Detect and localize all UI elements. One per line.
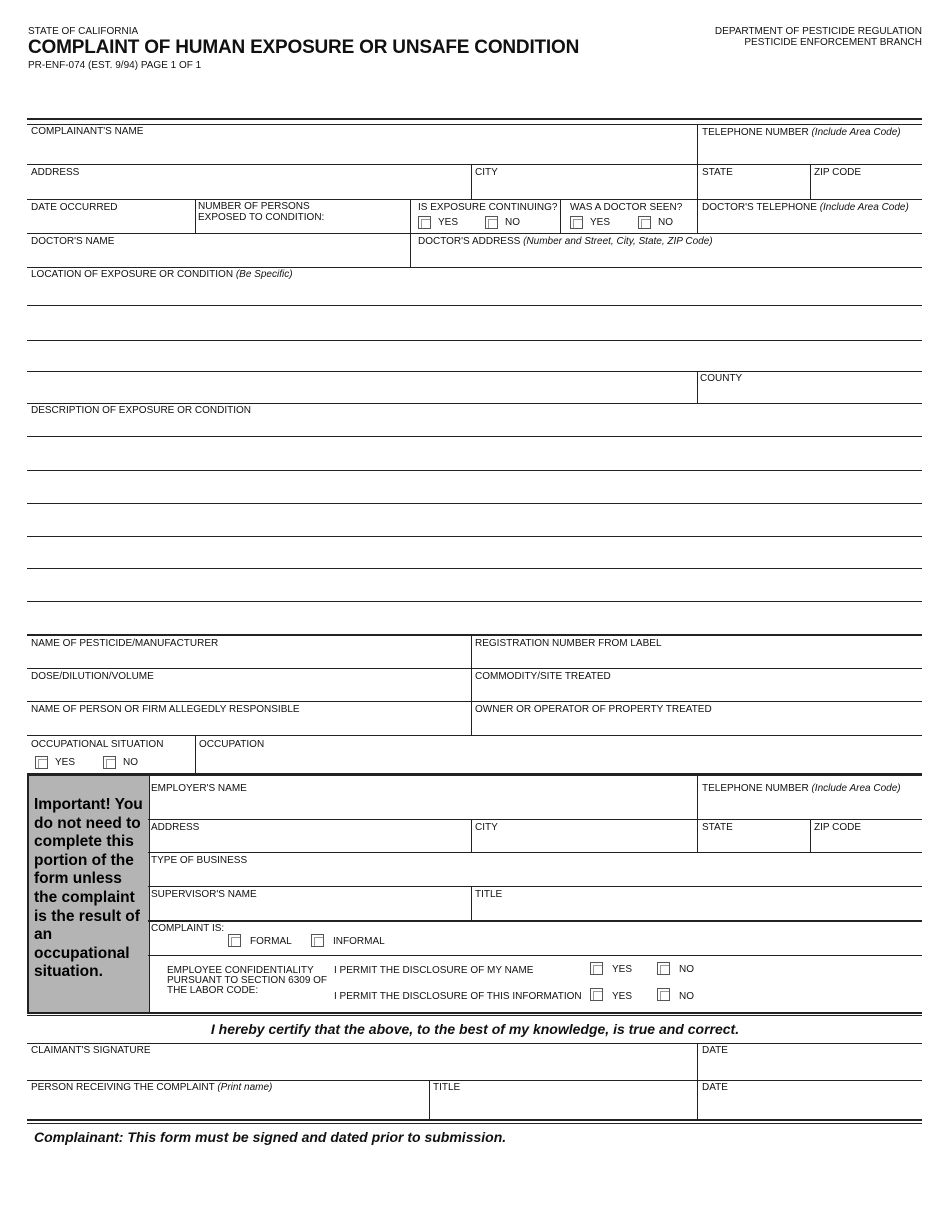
county-field[interactable]: COUNTY [700, 373, 743, 384]
col-rule [471, 819, 472, 852]
location-label: LOCATION OF EXPOSURE OR CONDITION [31, 269, 234, 280]
confidentiality-label-2: PURSUANT TO SECTION 6309 OF [167, 975, 328, 986]
row-rule [148, 819, 922, 820]
permit-info-yes-label: YES [612, 991, 633, 1002]
doctor-no-label: NO [658, 217, 673, 228]
doctor-telephone-label: DOCTOR'S TELEPHONE [702, 202, 817, 213]
receiver-hint: (Print name) [217, 1082, 273, 1093]
doctor-address-label: DOCTOR'S ADDRESS [418, 236, 521, 247]
col-rule [560, 199, 561, 234]
location-hint: (Be Specific) [235, 269, 293, 280]
occ-telephone-label: TELEPHONE NUMBER [702, 783, 809, 794]
confidentiality-label-3: THE LABOR CODE: [167, 985, 259, 996]
permit-info-yes-checkbox[interactable] [590, 988, 603, 1001]
permit-info-label: I PERMIT THE DISCLOSURE OF THIS INFORMATION [334, 991, 582, 1002]
telephone-hint: (Include Area Code) [811, 127, 901, 138]
formal-label: FORMAL [250, 936, 292, 947]
informal-checkbox[interactable] [311, 934, 324, 947]
row-rule [27, 267, 922, 268]
business-type-field[interactable]: TYPE OF BUSINESS [151, 855, 248, 866]
col-rule [429, 1080, 430, 1119]
telephone-field[interactable] [702, 127, 901, 138]
receiver-date-field[interactable]: DATE [702, 1082, 728, 1093]
col-rule [697, 1043, 698, 1119]
zip-field[interactable]: ZIP CODE [814, 167, 862, 178]
row-rule [27, 1043, 922, 1044]
permit-name-yes-label: YES [612, 964, 633, 975]
permit-name-no-label: NO [679, 964, 694, 975]
city-field[interactable]: CITY [475, 167, 498, 178]
complainant-name-field[interactable]: COMPLAINANT'S NAME [31, 126, 144, 137]
formal-checkbox[interactable] [228, 934, 241, 947]
doctor-yes-checkbox[interactable] [570, 216, 583, 229]
occ-city-field[interactable]: CITY [475, 822, 498, 833]
important-note: Important! You do not need to complete this portion of the form unless the complaint is the result of an occupational situation. [34, 796, 143, 981]
employer-name-field[interactable]: EMPLOYER'S NAME [151, 783, 247, 794]
writing-line[interactable] [27, 305, 922, 306]
writing-line[interactable] [27, 568, 922, 569]
doctor-telephone-field[interactable] [702, 202, 909, 213]
occ-title-field[interactable]: TITLE [475, 889, 503, 900]
exposure-yes-checkbox[interactable] [418, 216, 431, 229]
col-rule [697, 776, 698, 852]
date-occurred-field[interactable]: DATE OCCURRED [31, 202, 118, 213]
row-rule [27, 668, 922, 669]
section-rule [27, 1119, 922, 1121]
signature-date-field[interactable]: DATE [702, 1045, 728, 1056]
col-rule [697, 371, 698, 403]
doctor-seen-label: WAS A DOCTOR SEEN? [570, 202, 683, 213]
branch-label: PESTICIDE ENFORCEMENT BRANCH [744, 37, 922, 48]
form-id: PR-ENF-074 (EST. 9/94) PAGE 1 OF 1 [28, 60, 202, 71]
occ-yes-checkbox[interactable] [35, 756, 48, 769]
department-label: DEPARTMENT OF PESTICIDE REGULATION [714, 26, 922, 37]
col-rule [810, 164, 811, 199]
row-rule [27, 124, 922, 125]
writing-line[interactable] [27, 371, 922, 372]
exposure-no-label: NO [505, 217, 520, 228]
form-title: COMPLAINT OF HUMAN EXPOSURE OR UNSAFE CONDITION [28, 37, 580, 58]
exposure-yes-label: YES [438, 217, 459, 228]
col-rule [471, 164, 472, 199]
description-field[interactable]: DESCRIPTION OF EXPOSURE OR CONDITION [31, 405, 252, 416]
doctor-yes-label: YES [590, 217, 611, 228]
num-persons-label-1: NUMBER OF PERSONS [198, 201, 310, 212]
receiver-label: PERSON RECEIVING THE COMPLAINT [31, 1082, 215, 1093]
confidentiality-label-1: EMPLOYEE CONFIDENTIALITY [167, 965, 314, 976]
permit-info-no-label: NO [679, 991, 694, 1002]
row-rule [27, 701, 922, 702]
col-rule [471, 634, 472, 735]
dose-field[interactable]: DOSE/DILUTION/VOLUME [31, 671, 154, 682]
permit-name-label: I PERMIT THE DISCLOSURE OF MY NAME [334, 965, 534, 976]
col-rule [195, 735, 196, 773]
writing-line[interactable] [27, 601, 922, 602]
section-rule [27, 634, 922, 636]
receiver-field[interactable] [31, 1082, 272, 1093]
section-rule [27, 773, 922, 776]
col-rule [697, 164, 698, 199]
writing-line[interactable] [27, 470, 922, 471]
col-rule [697, 199, 698, 234]
row-rule [27, 403, 922, 404]
writing-line[interactable] [27, 503, 922, 504]
doctor-telephone-hint: (Include Area Code) [819, 202, 909, 213]
state-field[interactable]: STATE [702, 167, 733, 178]
supervisor-field[interactable]: SUPERVISOR'S NAME [151, 889, 257, 900]
signature-field[interactable]: CLAIMANT'S SIGNATURE [31, 1045, 151, 1056]
occ-telephone-field[interactable] [702, 783, 901, 794]
commodity-field[interactable]: COMMODITY/SITE TREATED [475, 671, 611, 682]
permit-info-no-checkbox[interactable] [657, 988, 670, 1001]
row-rule [148, 852, 922, 853]
occ-telephone-hint: (Include Area Code) [811, 783, 901, 794]
occ-zip-field[interactable]: ZIP CODE [814, 822, 862, 833]
row-rule [27, 199, 922, 200]
doctor-no-checkbox[interactable] [638, 216, 651, 229]
location-field[interactable] [31, 269, 293, 280]
important-panel [27, 776, 150, 1012]
doctor-address-field[interactable] [418, 236, 713, 247]
exposure-continuing-label: IS EXPOSURE CONTINUING? [418, 202, 558, 213]
informal-label: INFORMAL [333, 936, 385, 947]
row-rule [27, 164, 922, 165]
occ-state-field[interactable]: STATE [702, 822, 733, 833]
row-rule [148, 955, 922, 956]
row-rule [27, 1080, 922, 1081]
footer-note: Complainant: This form must be signed and dated prior to submission. [34, 1129, 507, 1145]
num-persons-label-2[interactable]: EXPOSED TO CONDITION: [198, 212, 325, 223]
permit-name-yes-checkbox[interactable] [590, 962, 603, 975]
row-rule [148, 920, 922, 922]
occ-address-field[interactable]: ADDRESS [151, 822, 200, 833]
writing-line[interactable] [27, 536, 922, 537]
section-rule [27, 118, 922, 120]
responsible-field[interactable]: NAME OF PERSON OR FIRM ALLEGEDLY RESPONSIBLE [31, 704, 300, 715]
certification-statement: I hereby certify that the above, to the best of my knowledge, is true and correct. [210, 1021, 740, 1037]
writing-line[interactable] [27, 436, 922, 437]
occ-yes-label: YES [55, 757, 76, 768]
col-rule [195, 199, 196, 234]
occ-situation-label: OCCUPATIONAL SITUATION [31, 739, 164, 750]
complaint-is-label: COMPLAINT IS: [151, 923, 225, 934]
permit-name-no-checkbox[interactable] [657, 962, 670, 975]
row-rule [148, 886, 922, 887]
occ-no-label: NO [123, 757, 138, 768]
doctor-name-field[interactable]: DOCTOR'S NAME [31, 236, 115, 247]
section-rule [27, 1123, 922, 1124]
section-rule [27, 1012, 922, 1014]
col-rule [697, 124, 698, 164]
row-rule [27, 735, 922, 736]
occupation-field[interactable]: OCCUPATION [199, 739, 265, 750]
pesticide-field[interactable]: NAME OF PESTICIDE/MANUFACTURER [31, 638, 219, 649]
owner-field[interactable]: OWNER OR OPERATOR OF PROPERTY TREATED [475, 704, 712, 715]
receiver-title-field[interactable]: TITLE [433, 1082, 461, 1093]
row-rule [27, 233, 922, 234]
address-field[interactable]: ADDRESS [31, 167, 80, 178]
col-rule [810, 819, 811, 852]
doctor-address-hint: (Number and Street, City, State, ZIP Code) [523, 236, 713, 247]
occ-no-checkbox[interactable] [103, 756, 116, 769]
col-rule [471, 886, 472, 920]
writing-line[interactable] [27, 340, 922, 341]
telephone-label: TELEPHONE NUMBER [702, 127, 809, 138]
state-label: STATE OF CALIFORNIA [28, 26, 139, 37]
exposure-no-checkbox[interactable] [485, 216, 498, 229]
section-rule [27, 1015, 922, 1016]
registration-field[interactable]: REGISTRATION NUMBER FROM LABEL [475, 638, 662, 649]
